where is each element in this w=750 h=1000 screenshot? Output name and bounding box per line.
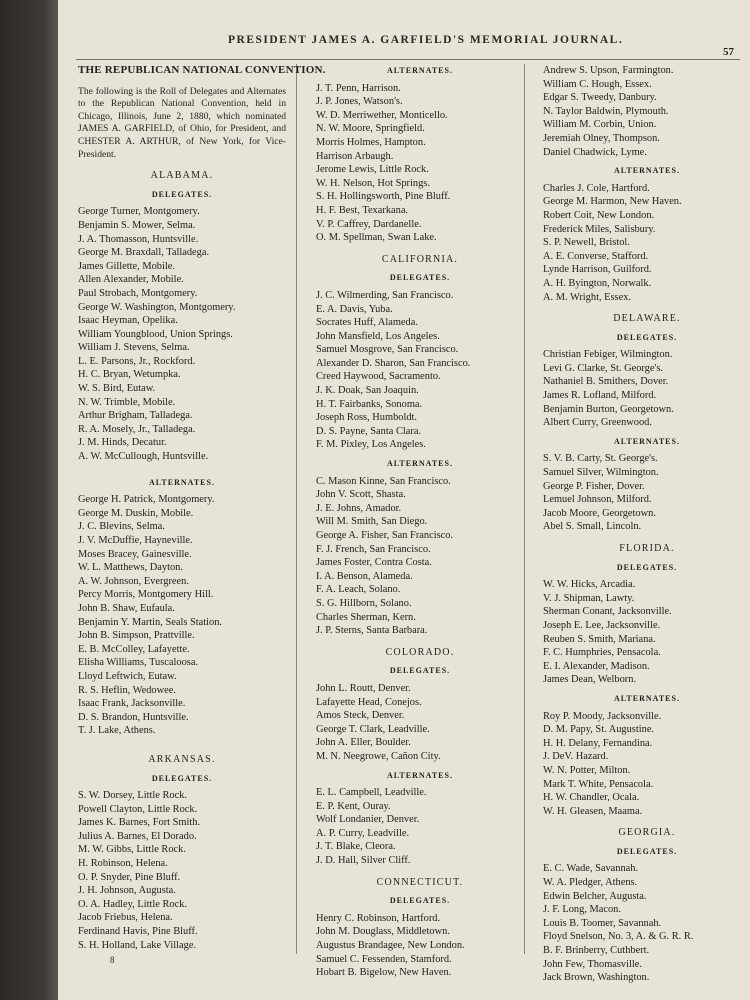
alternates-heading: ALTERNATES.: [614, 693, 680, 703]
roll-entry: Levi G. Clarke, St. George's.: [543, 362, 663, 374]
roll-entry: James K. Barnes, Fort Smith.: [78, 817, 201, 829]
roll-entry: Amos Steck, Denver.: [316, 710, 405, 722]
roll-entry: Samuel C. Fessenden, Stamford.: [316, 953, 452, 965]
roll-entry: J. C. Blevins, Selma.: [78, 521, 165, 533]
roll-entry: James R. Lofland, Milford.: [543, 390, 657, 402]
colorado-alternates-list: [316, 786, 524, 868]
california-alternates-list: [316, 475, 524, 638]
roll-entry: M. N. Neegrowe, Cañon City.: [316, 750, 441, 762]
roll-entry: F. A. Leach, Solano.: [316, 584, 401, 596]
roll-entry: E. L. Campbell, Leadville.: [316, 787, 427, 799]
roll-entry: N. Taylor Baldwin, Plymouth.: [543, 105, 669, 117]
roll-entry: O. A. Hadley, Little Rock.: [78, 898, 187, 910]
roll-entry: Percy Morris, Montgomery Hill.: [78, 589, 214, 601]
roll-entry: J. DeV. Hazard.: [543, 751, 609, 763]
roll-entry: J. C. Wilmerding, San Francisco.: [316, 289, 454, 301]
roll-entry: Socrates Huff, Alameda.: [316, 317, 418, 329]
roll-entry: Arthur Brigham, Talladega.: [78, 410, 193, 422]
roll-entry: J. F. Long, Macon.: [543, 904, 621, 916]
roll-entry: H. F. Best, Texarkana.: [316, 204, 409, 216]
roll-entry: E. A. Davis, Yuba.: [316, 303, 393, 315]
state-heading-colorado: COLORADO.: [385, 646, 455, 658]
roll-entry: Samuel Silver, Wilmington.: [543, 467, 659, 479]
roll-entry: F. M. Pixley, Los Angeles.: [316, 439, 426, 451]
roll-entry: W. H. Nelson, Hot Springs.: [316, 177, 430, 189]
roll-entry: E. I. Alexander, Madison.: [543, 660, 650, 672]
delaware-delegates-list: [543, 348, 750, 430]
roll-entry: E. B. McColley, Lafayette.: [78, 643, 190, 655]
roll-entry: Benjamin Y. Martin, Seals Station.: [78, 616, 223, 628]
roll-entry: Jeremiah Olney, Thompson.: [543, 132, 660, 144]
roll-entry: W. N. Potter, Milton.: [543, 764, 631, 776]
roll-entry: E. P. Kent, Ouray.: [316, 800, 391, 812]
roll-entry: Floyd Snelson, No. 3, A. & G. R. R.: [543, 931, 694, 943]
roll-entry: J. A. Thomasson, Huntsville.: [78, 233, 199, 245]
roll-entry: Edwin Belcher, Augusta.: [543, 890, 647, 902]
roll-entry: W. S. Bird, Eutaw.: [78, 383, 156, 395]
roll-entry: Sherman Conant, Jacksonville.: [543, 606, 672, 618]
roll-entry: George H. Patrick, Montgomery.: [78, 494, 215, 506]
roll-entry: Ferdinand Havis, Pine Bluff.: [78, 926, 198, 938]
arkansas-alternates-list: [316, 82, 524, 245]
roll-entry: Will M. Smith, San Diego.: [316, 516, 428, 528]
roll-entry: John Few, Thomasville.: [543, 958, 642, 970]
roll-entry: J. V. McDuffie, Hayneville.: [78, 535, 193, 546]
roll-entry: Jacob Moore, Georgetown.: [543, 507, 656, 519]
roll-entry: Wolf Londanier, Denver.: [316, 814, 420, 826]
roll-entry: M. W. Gibbs, Little Rock.: [78, 844, 186, 856]
roll-entry: C. Mason Kinne, San Francisco.: [316, 475, 451, 487]
roll-entry: J. E. Johns, Amador.: [316, 502, 402, 514]
roll-entry: George P. Fisher, Dover.: [543, 480, 645, 492]
roll-entry: J. D. Hall, Silver Cliff.: [316, 855, 411, 867]
roll-entry: H. Robinson, Helena.: [78, 858, 168, 870]
roll-entry: Roy P. Moody, Jacksonville.: [543, 710, 662, 722]
roll-entry: D. S. Payne, Santa Clara.: [316, 425, 422, 437]
header-rule: [76, 59, 740, 60]
roll-entry: John M. Douglass, Middletown.: [316, 926, 450, 938]
roll-entry: W. H. Gleasen, Maama.: [543, 805, 643, 817]
roll-entry: H. H. Delany, Fernandina.: [543, 737, 653, 749]
page-number: 57: [723, 46, 734, 58]
colorado-delegates-list: [316, 682, 524, 764]
roll-entry: Jacob Friebus, Helena.: [78, 912, 173, 924]
roll-entry: J. M. Hinds, Decatur.: [78, 437, 167, 449]
roll-entry: Lemuel Johnson, Milford.: [543, 494, 652, 506]
connecticut-alternates-list: [543, 182, 750, 304]
roll-entry: S. H. Holland, Lake Village.: [78, 939, 197, 951]
roll-entry: Samuel Mosgrove, San Francisco.: [316, 344, 459, 356]
roll-entry: Henry C. Robinson, Hartford.: [316, 912, 441, 924]
roll-entry: A. P. Curry, Leadville.: [316, 827, 410, 839]
roll-entry: J. T. Blake, Cleora.: [316, 841, 396, 853]
roll-entry: L. E. Parsons, Jr., Rockford.: [78, 355, 196, 367]
alternates-heading: ALTERNATES.: [614, 166, 680, 176]
roll-entry: B. F. Brinberry, Cuthbert.: [543, 945, 650, 957]
roll-entry: A. H. Byington, Norwalk.: [543, 277, 652, 289]
roll-entry: James Dean, Welborn.: [543, 674, 637, 686]
delegates-heading: DELEGATES.: [389, 896, 451, 906]
signature-mark: 8: [110, 955, 115, 965]
roll-entry: H. W. Chandler, Ocala.: [543, 792, 640, 804]
roll-entry: W. L. Matthews, Dayton.: [78, 562, 183, 574]
roll-entry: Benjamin Burton, Georgetown.: [543, 403, 674, 415]
roll-entry: Creed Haywood, Sacramento.: [316, 371, 441, 383]
roll-entry: James Gillette, Mobile.: [78, 260, 175, 272]
roll-entry: Isaac Heyman, Opelika.: [78, 315, 178, 327]
roll-entry: F. C. Humphries, Pensacola.: [543, 647, 661, 659]
convention-title: THE REPUBLICAN NATIONAL CONVENTION.: [78, 64, 326, 76]
alternates-heading: ALTERNATES.: [387, 770, 453, 780]
roll-entry: Isaac Frank, Jacksonville.: [78, 698, 186, 710]
column-divider-left: [296, 64, 297, 954]
roll-entry: John A. Eller, Boulder.: [316, 737, 411, 749]
roll-entry: A. M. Wright, Essex.: [543, 291, 631, 303]
alabama-delegates-list: [78, 205, 286, 463]
roll-entry: Benjamin S. Mower, Selma.: [78, 219, 196, 231]
roll-entry: William C. Hough, Essex.: [543, 78, 652, 90]
roll-entry: J. P. Sterns, Santa Barbara.: [316, 625, 428, 637]
alternates-heading: ALTERNATES.: [149, 477, 215, 487]
state-heading-florida: FLORIDA.: [619, 543, 675, 554]
running-header: PRESIDENT JAMES A. GARFIELD'S MEMORIAL JOURNAL.: [228, 34, 624, 46]
roll-entry: Jerome Lewis, Little Rock.: [316, 164, 429, 176]
delegates-heading: DELEGATES.: [616, 332, 678, 342]
delaware-alternates-list: [543, 452, 750, 534]
roll-entry: J. K. Doak, San Joaquin.: [316, 385, 419, 397]
roll-entry: George M. Harmon, New Haven.: [543, 196, 682, 208]
roll-entry: John Mansfield, Los Angeles.: [316, 330, 440, 342]
roll-entry: William Youngblood, Union Springs.: [78, 328, 233, 340]
roll-entry: Charles Sherman, Kern.: [316, 611, 416, 623]
delegates-heading: DELEGATES.: [616, 846, 678, 856]
roll-entry: James Foster, Contra Costa.: [316, 557, 432, 569]
state-heading-alabama: ALABAMA.: [150, 170, 214, 182]
column-divider-right: [524, 64, 525, 954]
roll-entry: Alexander D. Sharon, San Francisco.: [316, 357, 471, 369]
roll-entry: S. H. Hollingsworth, Pine Bluff.: [316, 191, 451, 203]
alternates-heading: ALTERNATES.: [387, 459, 453, 469]
roll-entry: Mark T. White, Pensacola.: [543, 778, 654, 790]
roll-entry: John L. Routt, Denver.: [316, 682, 411, 694]
georgia-delegates-list: [543, 862, 750, 984]
roll-entry: Louis B. Toomer, Savannah.: [543, 917, 662, 929]
roll-entry: George M. Duskin, Mobile.: [78, 507, 194, 519]
roll-entry: George W. Washington, Montgomery.: [78, 301, 236, 313]
roll-entry: T. J. Lake, Athens.: [78, 725, 156, 737]
roll-entry: Joseph Ross, Humboldt.: [316, 412, 418, 424]
roll-entry: H. T. Fairbanks, Sonoma.: [316, 398, 423, 410]
roll-entry: William M. Corbin, Union.: [543, 119, 657, 131]
roll-entry: Hobart B. Bigelow, New Haven.: [316, 967, 452, 979]
delegates-heading: DELEGATES.: [389, 666, 451, 676]
roll-entry: J. T. Penn, Harrison.: [316, 82, 401, 94]
roll-entry: V. P. Caffrey, Dardanelle.: [316, 218, 422, 230]
roll-entry: Lafayette Head, Conejos.: [316, 696, 422, 708]
delegates-heading: DELEGATES.: [616, 562, 678, 572]
alternates-heading: ALTERNATES.: [614, 436, 680, 446]
roll-entry: D. M. Papy, St. Augustine.: [543, 724, 655, 736]
state-heading-delaware: DELAWARE.: [613, 313, 681, 325]
roll-entry: F. J. French, San Francisco.: [316, 543, 431, 555]
column-3: [543, 64, 750, 985]
alternates-heading: ALTERNATES.: [387, 66, 453, 75]
state-heading-connecticut: CONNECTICUT.: [376, 876, 464, 888]
roll-entry: Jack Brown, Washington.: [543, 972, 650, 984]
column-1: [78, 64, 326, 952]
roll-entry: W. D. Merriwether, Monticello.: [316, 109, 448, 121]
roll-entry: D. S. Brandon, Huntsville.: [78, 711, 189, 723]
roll-entry: J. H. Johnson, Augusta.: [78, 885, 176, 897]
roll-entry: Daniel Chadwick, Lyme.: [543, 146, 647, 158]
roll-entry: Powell Clayton, Little Rock.: [78, 803, 198, 815]
roll-entry: S. G. Hillborn, Solano.: [316, 597, 412, 609]
roll-entry: W. W. Hicks, Arcadia.: [543, 579, 636, 591]
roll-entry: Lynde Harrison, Guilford.: [543, 264, 652, 276]
roll-entry: A. W. Johnson, Evergreen.: [78, 575, 189, 587]
roll-entry: S. W. Dorsey, Little Rock.: [78, 790, 187, 802]
roll-entry: George A. Fisher, San Francisco.: [316, 530, 454, 541]
connecticut-delegates-list-part2: [543, 64, 750, 159]
roll-entry: R. A. Mosely, Jr., Talladega.: [78, 423, 196, 435]
roll-entry: John B. Simpson, Prattville.: [78, 630, 195, 642]
florida-delegates-list: [543, 578, 750, 687]
roll-entry: R. S. Heflin, Wedowee.: [78, 684, 176, 696]
alabama-alternates-list: [78, 493, 286, 738]
roll-entry: Elisha Williams, Tuscaloosa.: [78, 657, 199, 669]
roll-entry: Andrew S. Upson, Farmington.: [543, 65, 674, 76]
roll-entry: I. A. Benson, Alameda.: [316, 570, 413, 582]
roll-entry: Robert Coit, New London.: [543, 209, 655, 221]
roll-entry: S. P. Newell, Bristol.: [543, 237, 630, 249]
roll-entry: Edgar S. Tweedy, Danbury.: [543, 92, 657, 104]
state-heading-georgia: GEORGIA.: [618, 827, 676, 839]
roll-entry: John V. Scott, Shasta.: [316, 489, 406, 501]
roll-entry: John B. Shaw, Eufaula.: [78, 602, 175, 614]
roll-entry: Charles J. Cole, Hartford.: [543, 182, 650, 194]
roll-entry: Augustus Brandagee, New London.: [316, 940, 465, 952]
roll-entry: Morris Holmes, Hampton.: [316, 136, 426, 148]
state-heading-arkansas: ARKANSAS.: [148, 753, 216, 765]
roll-entry: Frederick Miles, Salisbury.: [543, 223, 656, 235]
roll-entry: E. C. Wade, Savannah.: [543, 863, 639, 875]
roll-entry: O. M. Spellman, Swan Lake.: [316, 232, 437, 244]
state-heading-california: CALIFORNIA.: [381, 253, 459, 265]
roll-entry: George Turner, Montgomery.: [78, 206, 200, 218]
roll-entry: N. W. Trimble, Mobile.: [78, 396, 176, 408]
florida-alternates-list: [543, 710, 750, 819]
roll-entry: Reuben S. Smith, Mariana.: [543, 633, 656, 645]
roll-entry: W. A. Pledger, Athens.: [543, 877, 638, 889]
delegates-heading: DELEGATES.: [389, 273, 451, 283]
roll-entry: A. W. McCullough, Huntsville.: [78, 451, 209, 463]
roll-entry: H. C. Bryan, Wetumpka.: [78, 369, 181, 381]
roll-entry: Albert Curry, Greenwood.: [543, 417, 652, 429]
roll-entry: S. V. B. Carty, St. George's.: [543, 453, 658, 465]
roll-entry: V. J. Shipman, Lawty.: [543, 592, 635, 604]
roll-entry: William J. Stevens, Selma.: [78, 342, 190, 354]
convention-intro: The following is the Roll of Delegates and Alternates to the Republican National Convention, held in Chicago, Illinois, June 2, 1880, which nominated JAMES A. GARFIELD, of Ohio, for President, and CHESTER A. ARTHUR, of New York, for Vice-President.: [78, 85, 286, 160]
arkansas-delegates-list: [78, 789, 286, 952]
roll-entry: Paul Strobach, Montgomery.: [78, 287, 198, 299]
roll-entry: N. W. Moore, Springfield.: [316, 123, 425, 135]
roll-entry: A. E. Converse, Stafford.: [543, 250, 649, 262]
roll-entry: Joseph E. Lee, Jacksonville.: [543, 619, 661, 631]
roll-entry: Lloyd Leftwich, Eutaw.: [78, 670, 177, 682]
roll-entry: Allen Alexander, Mobile.: [78, 274, 184, 286]
delegates-heading: DELEGATES.: [151, 773, 213, 783]
roll-entry: J. P. Jones, Watson's.: [316, 96, 403, 108]
column-2: [316, 64, 524, 980]
roll-entry: Harrison Arbaugh.: [316, 150, 394, 162]
delegates-heading: DELEGATES.: [151, 189, 213, 199]
connecticut-delegates-list-part1: [316, 912, 524, 980]
roll-entry: O. P. Snyder, Pine Bluff.: [78, 871, 181, 883]
roll-entry: Abel S. Small, Lincoln.: [543, 521, 642, 533]
roll-entry: Nathaniel B. Smithers, Dover.: [543, 376, 669, 388]
california-delegates-list: [316, 289, 524, 452]
journal-page: [58, 0, 750, 1000]
roll-entry: George T. Clark, Leadville.: [316, 723, 430, 735]
roll-entry: Christian Febiger, Wilmington.: [543, 349, 673, 361]
roll-entry: Moses Bracey, Gainesville.: [78, 548, 192, 560]
roll-entry: George M. Braxdall, Talladega.: [78, 247, 210, 259]
roll-entry: Julius A. Barnes, El Dorado.: [78, 830, 197, 842]
